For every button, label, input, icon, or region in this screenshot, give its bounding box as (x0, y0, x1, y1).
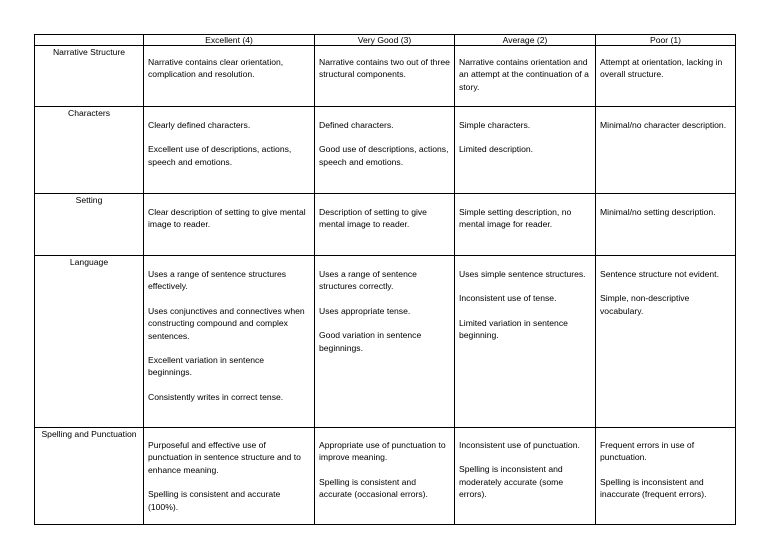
criterion-cell-average (455, 46, 596, 107)
criterion-cell-poor (596, 46, 736, 107)
criterion-text: Simple characters. (459, 120, 531, 130)
criterion-text: Uses a range of sentence structures effectively. (148, 269, 287, 292)
criterion-text: Minimal/no character description. (600, 120, 727, 130)
criterion-text: Purposeful and effective use of punctuation in sentence structure and to enhance meaning. (148, 440, 301, 475)
criterion-text: Limited variation in sentence beginning. (459, 317, 568, 341)
criterion-text: Simple, non-descriptive vocabulary. (600, 293, 690, 316)
criterion-text: Inconsistent use of tense. (459, 293, 557, 304)
criterion-text: Clearly defined characters. (148, 120, 251, 130)
criterion-text: Spelling is consistent and accurate (100%). (148, 489, 281, 512)
category-label: Characters (35, 107, 144, 194)
criterion-text: Sentence structure not evident. (600, 269, 719, 279)
table-row-characters (35, 107, 736, 194)
criterion-cell-very-good (315, 428, 455, 525)
criterion-text: Good use of descriptions, actions, speech and emotions. (319, 144, 449, 167)
criterion-text: Description of setting to give mental image to reader. (319, 207, 427, 230)
table-row-narrative-structure (35, 46, 736, 107)
corner-header-cell (35, 35, 144, 46)
criterion-cell-poor (596, 194, 736, 256)
category-label: Setting (35, 194, 144, 256)
criterion-text: Excellent variation in sentence beginnings. (148, 355, 265, 378)
criterion-text: Consistently writes in correct tense. (148, 391, 284, 402)
criterion-cell-excellent (144, 107, 315, 194)
criterion-text: Narrative contains two out of three structural components. (319, 57, 450, 80)
criterion-text: Uses conjunctives and connectives when constructing compound and complex sentences. (148, 305, 305, 341)
table-row-language (35, 256, 736, 428)
criterion-cell-very-good (315, 194, 455, 256)
criterion-cell-average (455, 107, 596, 194)
criterion-text: Simple setting description, no mental image for reader. (459, 207, 572, 230)
criterion-cell-poor (596, 107, 736, 194)
criterion-text: Frequent errors in use of punctuation. (600, 440, 695, 463)
criterion-text: Uses simple sentence structures. (459, 269, 586, 279)
table-row-spelling-and-punctuation (35, 428, 736, 525)
criterion-text: Uses a range of sentence structures correctly. (319, 269, 417, 292)
criterion-text: Spelling is inconsistent and inaccurate (frequent errors). (600, 476, 707, 500)
criterion-text: Good variation in sentence beginnings. (319, 330, 422, 353)
level-header-average: Average (2) (455, 35, 596, 46)
header-row (35, 35, 736, 46)
criterion-text: Narrative contains clear orientation, complication and resolution. (148, 57, 284, 80)
criterion-cell-excellent (144, 428, 315, 525)
category-label: Narrative Structure (35, 46, 144, 107)
level-header-very-good: Very Good (3) (315, 35, 455, 46)
criterion-text: Spelling is consistent and accurate (occasional errors). (319, 476, 428, 500)
level-header-excellent: Excellent (4) (144, 35, 315, 46)
criterion-text: Limited description. (459, 144, 534, 155)
criterion-text: Minimal/no setting description. (600, 207, 716, 217)
criterion-text: Spelling is inconsistent and moderately accurate (some errors). (459, 464, 564, 500)
category-label: Spelling and Punctuation (35, 428, 144, 525)
criterion-text: Defined characters. (319, 120, 394, 130)
criterion-text: Attempt at orientation, lacking in overall structure. (600, 57, 723, 80)
criterion-cell-very-good (315, 107, 455, 194)
criterion-text: Appropriate use of punctuation to improve meaning. (319, 440, 446, 463)
criterion-cell-average (455, 428, 596, 525)
criterion-cell-very-good (315, 256, 455, 428)
criterion-text: Narrative contains orientation and an attempt at the continuation of a story. (459, 57, 589, 92)
rubric-table (34, 34, 736, 525)
criterion-text: Uses appropriate tense. (319, 305, 411, 316)
criterion-cell-excellent (144, 194, 315, 256)
criterion-text: Excellent use of descriptions, actions, speech and emotions. (148, 144, 292, 167)
category-label: Language (35, 256, 144, 428)
criterion-cell-poor (596, 256, 736, 428)
criterion-cell-excellent (144, 46, 315, 107)
criterion-cell-very-good (315, 46, 455, 107)
criterion-cell-poor (596, 428, 736, 525)
level-header-poor: Poor (1) (596, 35, 736, 46)
criterion-cell-average (455, 256, 596, 428)
table-row-setting (35, 194, 736, 256)
criterion-cell-excellent (144, 256, 315, 428)
criterion-text: Clear description of setting to give mental image to reader. (148, 207, 306, 230)
criterion-text: Inconsistent use of punctuation. (459, 440, 580, 450)
criterion-cell-average (455, 194, 596, 256)
